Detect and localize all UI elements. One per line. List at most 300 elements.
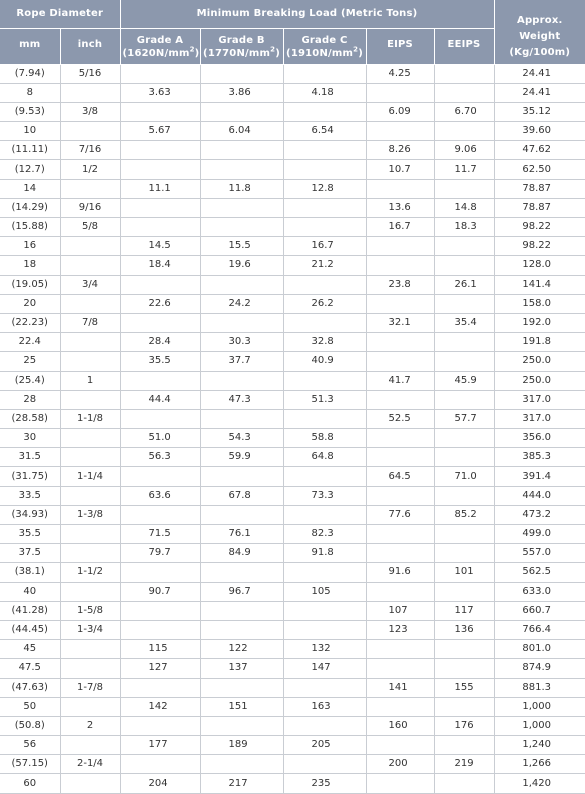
cell-inch <box>60 486 120 505</box>
cell-grade-c <box>283 141 366 160</box>
cell-weight: 766.4 <box>494 620 585 639</box>
cell-mm: 20 <box>0 294 60 313</box>
cell-grade-a <box>120 313 200 332</box>
cell-eips <box>366 774 434 793</box>
cell-grade-b <box>200 371 283 390</box>
header-rope-diameter: Rope Diameter <box>0 0 120 28</box>
table-row <box>0 755 585 774</box>
cell-inch: 2 <box>60 716 120 735</box>
cell-eips <box>366 736 434 755</box>
table-body <box>0 64 585 793</box>
cell-mm: 22.4 <box>0 333 60 352</box>
cell-inch <box>60 333 120 352</box>
cell-eeips: 117 <box>434 601 494 620</box>
cell-grade-a: 14.5 <box>120 237 200 256</box>
cell-inch: 7/16 <box>60 141 120 160</box>
cell-inch <box>60 352 120 371</box>
table-row <box>0 333 585 352</box>
table-row <box>0 83 585 102</box>
cell-grade-a <box>120 563 200 582</box>
cell-eeips <box>434 448 494 467</box>
cell-eips <box>366 525 434 544</box>
table-row <box>0 179 585 198</box>
cell-eips <box>366 122 434 141</box>
cell-grade-a: 35.5 <box>120 352 200 371</box>
cell-inch: 1-1/8 <box>60 409 120 428</box>
cell-weight: 881.3 <box>494 678 585 697</box>
cell-grade-b: 15.5 <box>200 237 283 256</box>
header-min-breaking-load: Minimum Breaking Load (Metric Tons) <box>120 0 494 28</box>
cell-mm: (14.29) <box>0 198 60 217</box>
cell-inch <box>60 83 120 102</box>
cell-mm: (9.53) <box>0 102 60 121</box>
cell-eips: 6.09 <box>366 102 434 121</box>
cell-grade-c <box>283 755 366 774</box>
cell-eips <box>366 486 434 505</box>
cell-grade-c: 147 <box>283 659 366 678</box>
cell-grade-a: 177 <box>120 736 200 755</box>
cell-grade-a <box>120 467 200 486</box>
cell-inch <box>60 294 120 313</box>
cell-inch: 2-1/4 <box>60 755 120 774</box>
table-row <box>0 64 585 83</box>
cell-eips: 23.8 <box>366 275 434 294</box>
cell-eips: 160 <box>366 716 434 735</box>
cell-eeips: 14.8 <box>434 198 494 217</box>
table-row <box>0 563 585 582</box>
cell-eeips <box>434 774 494 793</box>
table-row <box>0 429 585 448</box>
cell-grade-c <box>283 620 366 639</box>
cell-weight: 78.87 <box>494 198 585 217</box>
table-row <box>0 218 585 237</box>
cell-weight: 98.22 <box>494 218 585 237</box>
cell-grade-c <box>283 505 366 524</box>
cell-weight: 192.0 <box>494 313 585 332</box>
cell-weight: 1,420 <box>494 774 585 793</box>
cell-mm: 33.5 <box>0 486 60 505</box>
cell-weight: 874.9 <box>494 659 585 678</box>
cell-grade-b: 30.3 <box>200 333 283 352</box>
cell-eips <box>366 237 434 256</box>
cell-weight: 250.0 <box>494 352 585 371</box>
cell-inch <box>60 256 120 275</box>
cell-weight: 141.4 <box>494 275 585 294</box>
cell-mm: (22.23) <box>0 313 60 332</box>
cell-eeips: 6.70 <box>434 102 494 121</box>
cell-inch <box>60 237 120 256</box>
table-row <box>0 736 585 755</box>
header-eeips: EEIPS <box>434 28 494 64</box>
table-row <box>0 620 585 639</box>
table-row <box>0 237 585 256</box>
cell-eeips: 136 <box>434 620 494 639</box>
cell-grade-c: 21.2 <box>283 256 366 275</box>
cell-grade-a: 56.3 <box>120 448 200 467</box>
cell-grade-c: 40.9 <box>283 352 366 371</box>
cell-eips: 10.7 <box>366 160 434 179</box>
cell-grade-a <box>120 678 200 697</box>
cell-grade-b <box>200 716 283 735</box>
cell-eeips <box>434 83 494 102</box>
cell-grade-a <box>120 620 200 639</box>
cell-eeips <box>434 256 494 275</box>
cell-grade-c: 32.8 <box>283 333 366 352</box>
cell-eips <box>366 659 434 678</box>
cell-grade-b: 96.7 <box>200 582 283 601</box>
cell-grade-b: 3.86 <box>200 83 283 102</box>
cell-eips <box>366 352 434 371</box>
cell-weight: 633.0 <box>494 582 585 601</box>
cell-mm: (34.93) <box>0 505 60 524</box>
cell-weight: 385.3 <box>494 448 585 467</box>
cell-grade-c: 163 <box>283 697 366 716</box>
cell-eips: 41.7 <box>366 371 434 390</box>
cell-grade-c: 58.8 <box>283 429 366 448</box>
cell-mm: 14 <box>0 179 60 198</box>
table-row <box>0 371 585 390</box>
cell-inch <box>60 697 120 716</box>
table-row <box>0 448 585 467</box>
cell-eips <box>366 697 434 716</box>
cell-mm: 60 <box>0 774 60 793</box>
cell-grade-a: 18.4 <box>120 256 200 275</box>
cell-eeips <box>434 390 494 409</box>
cell-inch <box>60 659 120 678</box>
cell-mm: 45 <box>0 640 60 659</box>
cell-mm: 8 <box>0 83 60 102</box>
cell-grade-b <box>200 563 283 582</box>
cell-grade-a: 115 <box>120 640 200 659</box>
cell-grade-c <box>283 160 366 179</box>
cell-grade-b: 189 <box>200 736 283 755</box>
cell-grade-b <box>200 505 283 524</box>
cell-mm: 47.5 <box>0 659 60 678</box>
header-grade-b: Grade B $(1770N/mm^2)$ <box>200 28 283 64</box>
cell-eips: 91.6 <box>366 563 434 582</box>
table-row <box>0 141 585 160</box>
cell-mm: 16 <box>0 237 60 256</box>
cell-mm: 10 <box>0 122 60 141</box>
cell-grade-c <box>283 313 366 332</box>
cell-grade-b <box>200 198 283 217</box>
cell-eips: 77.6 <box>366 505 434 524</box>
cell-weight: 499.0 <box>494 525 585 544</box>
cell-eeips: 18.3 <box>434 218 494 237</box>
cell-eips <box>366 179 434 198</box>
cell-eeips <box>434 736 494 755</box>
cell-grade-b <box>200 64 283 83</box>
cell-grade-a: 51.0 <box>120 429 200 448</box>
cell-grade-a <box>120 102 200 121</box>
cell-grade-c: 82.3 <box>283 525 366 544</box>
cell-inch: 1-1/4 <box>60 467 120 486</box>
cell-mm: 18 <box>0 256 60 275</box>
cell-inch: 1-1/2 <box>60 563 120 582</box>
table-row <box>0 486 585 505</box>
cell-grade-a: 44.4 <box>120 390 200 409</box>
cell-weight: 1,266 <box>494 755 585 774</box>
cell-mm: (25.4) <box>0 371 60 390</box>
header-mm: mm <box>0 28 60 64</box>
table-row <box>0 122 585 141</box>
cell-grade-a <box>120 601 200 620</box>
table-row <box>0 198 585 217</box>
table-row <box>0 544 585 563</box>
cell-eips: 64.5 <box>366 467 434 486</box>
cell-grade-c: 235 <box>283 774 366 793</box>
cell-grade-c: 73.3 <box>283 486 366 505</box>
cell-grade-c <box>283 275 366 294</box>
table-header <box>0 0 585 64</box>
cell-eeips: 35.4 <box>434 313 494 332</box>
cell-grade-c <box>283 102 366 121</box>
table-row <box>0 294 585 313</box>
cell-weight: 317.0 <box>494 390 585 409</box>
cell-eeips <box>434 486 494 505</box>
cell-eips <box>366 640 434 659</box>
cell-grade-a: 63.6 <box>120 486 200 505</box>
cell-eeips: 57.7 <box>434 409 494 428</box>
cell-inch: 5/16 <box>60 64 120 83</box>
cell-eips <box>366 333 434 352</box>
cell-grade-a: 142 <box>120 697 200 716</box>
cell-eeips <box>434 640 494 659</box>
cell-inch <box>60 736 120 755</box>
cell-inch: 3/8 <box>60 102 120 121</box>
cell-grade-a: 11.1 <box>120 179 200 198</box>
cell-grade-a: 28.4 <box>120 333 200 352</box>
cell-eips: 8.26 <box>366 141 434 160</box>
cell-mm: (11.11) <box>0 141 60 160</box>
cell-inch: 1-7/8 <box>60 678 120 697</box>
cell-mm: (50.8) <box>0 716 60 735</box>
cell-eeips <box>434 544 494 563</box>
cell-mm: 30 <box>0 429 60 448</box>
cell-eeips: 71.0 <box>434 467 494 486</box>
cell-inch: 1-5/8 <box>60 601 120 620</box>
table-row <box>0 275 585 294</box>
table-row <box>0 659 585 678</box>
cell-mm: (12.7) <box>0 160 60 179</box>
cell-mm: 28 <box>0 390 60 409</box>
cell-eeips: 219 <box>434 755 494 774</box>
header-grade-c: Grade C $(1910N/mm^2)$ <box>283 28 366 64</box>
cell-eips: 141 <box>366 678 434 697</box>
cell-grade-b: 137 <box>200 659 283 678</box>
cell-inch: 3/4 <box>60 275 120 294</box>
cell-grade-b <box>200 141 283 160</box>
cell-weight: 250.0 <box>494 371 585 390</box>
cell-grade-b: 19.6 <box>200 256 283 275</box>
cell-grade-c: 91.8 <box>283 544 366 563</box>
cell-mm: (47.63) <box>0 678 60 697</box>
cell-inch <box>60 122 120 141</box>
cell-inch <box>60 429 120 448</box>
cell-grade-a: 22.6 <box>120 294 200 313</box>
cell-weight: 1,000 <box>494 716 585 735</box>
cell-weight: 39.60 <box>494 122 585 141</box>
cell-grade-b <box>200 160 283 179</box>
cell-grade-c: 105 <box>283 582 366 601</box>
cell-grade-a <box>120 371 200 390</box>
cell-inch <box>60 179 120 198</box>
cell-grade-a <box>120 198 200 217</box>
cell-eeips <box>434 333 494 352</box>
cell-grade-b: 24.2 <box>200 294 283 313</box>
table-row <box>0 390 585 409</box>
cell-mm: 37.5 <box>0 544 60 563</box>
cell-weight: 444.0 <box>494 486 585 505</box>
cell-grade-b: 59.9 <box>200 448 283 467</box>
cell-inch <box>60 582 120 601</box>
cell-mm: (44.45) <box>0 620 60 639</box>
cell-grade-c: 16.7 <box>283 237 366 256</box>
cell-eips <box>366 582 434 601</box>
cell-eeips <box>434 659 494 678</box>
cell-grade-c <box>283 467 366 486</box>
cell-eips: 200 <box>366 755 434 774</box>
cell-grade-a: 204 <box>120 774 200 793</box>
cell-grade-c <box>283 371 366 390</box>
cell-grade-b <box>200 755 283 774</box>
cell-grade-a: 127 <box>120 659 200 678</box>
cell-eips <box>366 544 434 563</box>
cell-weight: 1,240 <box>494 736 585 755</box>
cell-grade-b: 217 <box>200 774 283 793</box>
cell-weight: 158.0 <box>494 294 585 313</box>
cell-eeips <box>434 179 494 198</box>
cell-grade-c: 51.3 <box>283 390 366 409</box>
cell-grade-a: 71.5 <box>120 525 200 544</box>
cell-eips <box>366 256 434 275</box>
cell-inch: 1 <box>60 371 120 390</box>
cell-inch <box>60 390 120 409</box>
cell-grade-a <box>120 141 200 160</box>
table-row <box>0 601 585 620</box>
cell-grade-a <box>120 275 200 294</box>
cell-eips: 4.25 <box>366 64 434 83</box>
cell-grade-b: 151 <box>200 697 283 716</box>
table-row <box>0 505 585 524</box>
cell-weight: 47.62 <box>494 141 585 160</box>
cell-weight: 317.0 <box>494 409 585 428</box>
cell-eeips <box>434 237 494 256</box>
cell-grade-b <box>200 678 283 697</box>
cell-weight: 1,000 <box>494 697 585 716</box>
cell-inch <box>60 544 120 563</box>
header-approx-weight: Approx. Weight (Kg/100m) <box>494 0 585 64</box>
table-row <box>0 256 585 275</box>
cell-mm: (7.94) <box>0 64 60 83</box>
cell-grade-b: 84.9 <box>200 544 283 563</box>
cell-mm: (38.1) <box>0 563 60 582</box>
cell-eips <box>366 448 434 467</box>
cell-grade-a <box>120 505 200 524</box>
cell-weight: 24.41 <box>494 83 585 102</box>
cell-eeips <box>434 352 494 371</box>
cell-mm: (57.15) <box>0 755 60 774</box>
cell-eeips <box>434 294 494 313</box>
cell-eeips: 101 <box>434 563 494 582</box>
cell-mm: 40 <box>0 582 60 601</box>
cell-grade-a <box>120 160 200 179</box>
cell-inch: 1-3/8 <box>60 505 120 524</box>
cell-grade-c <box>283 409 366 428</box>
cell-weight: 391.4 <box>494 467 585 486</box>
cell-eips <box>366 294 434 313</box>
cell-grade-a <box>120 716 200 735</box>
cell-weight: 98.22 <box>494 237 585 256</box>
cell-weight: 35.12 <box>494 102 585 121</box>
cell-eips: 107 <box>366 601 434 620</box>
cell-grade-a <box>120 218 200 237</box>
cell-eeips: 176 <box>434 716 494 735</box>
cell-weight: 562.5 <box>494 563 585 582</box>
cell-grade-c <box>283 64 366 83</box>
cell-weight: 191.8 <box>494 333 585 352</box>
cell-grade-b <box>200 313 283 332</box>
table-row <box>0 160 585 179</box>
cell-grade-b: 122 <box>200 640 283 659</box>
cell-grade-a: 3.63 <box>120 83 200 102</box>
cell-grade-a <box>120 409 200 428</box>
cell-grade-b <box>200 102 283 121</box>
cell-eeips: 45.9 <box>434 371 494 390</box>
table-row <box>0 313 585 332</box>
cell-grade-a: 90.7 <box>120 582 200 601</box>
cell-mm: (15.88) <box>0 218 60 237</box>
cell-grade-b <box>200 467 283 486</box>
cell-grade-b: 37.7 <box>200 352 283 371</box>
cell-grade-b: 6.04 <box>200 122 283 141</box>
cell-grade-a: 5.67 <box>120 122 200 141</box>
cell-grade-b: 47.3 <box>200 390 283 409</box>
cell-inch <box>60 640 120 659</box>
cell-weight: 62.50 <box>494 160 585 179</box>
table-row <box>0 678 585 697</box>
cell-grade-c <box>283 716 366 735</box>
cell-mm: 50 <box>0 697 60 716</box>
cell-grade-c: 132 <box>283 640 366 659</box>
cell-inch: 1/2 <box>60 160 120 179</box>
cell-eeips: 26.1 <box>434 275 494 294</box>
table-row <box>0 352 585 371</box>
cell-eeips <box>434 582 494 601</box>
cell-weight: 557.0 <box>494 544 585 563</box>
header-eips: EIPS <box>366 28 434 64</box>
table-row <box>0 716 585 735</box>
cell-eips <box>366 429 434 448</box>
cell-inch: 5/8 <box>60 218 120 237</box>
cell-grade-c: 26.2 <box>283 294 366 313</box>
cell-mm: 35.5 <box>0 525 60 544</box>
cell-grade-c: 6.54 <box>283 122 366 141</box>
cell-eips <box>366 83 434 102</box>
cell-eips: 52.5 <box>366 409 434 428</box>
cell-weight: 128.0 <box>494 256 585 275</box>
cell-grade-b: 67.8 <box>200 486 283 505</box>
cell-grade-b: 11.8 <box>200 179 283 198</box>
cell-eeips: 85.2 <box>434 505 494 524</box>
cell-grade-c <box>283 601 366 620</box>
cell-eips: 123 <box>366 620 434 639</box>
cell-mm: (41.28) <box>0 601 60 620</box>
cell-inch: 1-3/4 <box>60 620 120 639</box>
cell-mm: 25 <box>0 352 60 371</box>
cell-grade-c: 64.8 <box>283 448 366 467</box>
cell-eeips: 155 <box>434 678 494 697</box>
